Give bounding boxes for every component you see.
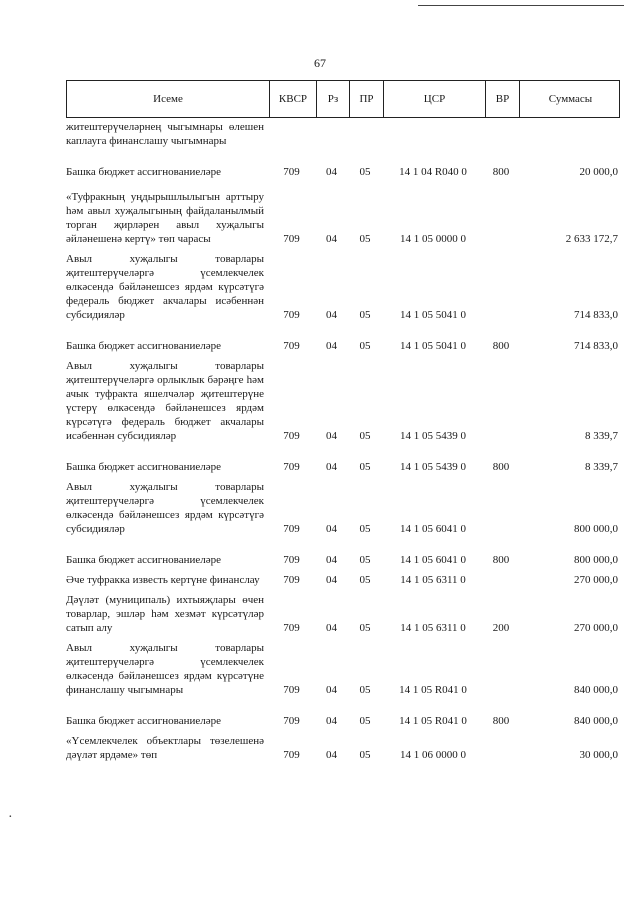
row-name: житештерүчеләрнең чыгымнары өлешен каплауга финанслашу чыгымнары: [66, 121, 264, 147]
row-rz: 04: [326, 715, 337, 727]
row-csr: 14 1 05 R041 0: [399, 684, 467, 696]
row-pr: 05: [359, 233, 371, 245]
row-kvsr: 709: [283, 684, 300, 696]
row-rz: 04: [326, 574, 337, 586]
row-sum: 800 000,0: [574, 554, 618, 566]
row-csr: 14 1 05 5041 0: [400, 340, 466, 352]
row-csr: 14 1 06 0000 0: [400, 749, 466, 761]
table-row: [66, 734, 620, 762]
row-vr: 200: [492, 622, 510, 634]
row-kvsr: 709: [283, 461, 300, 473]
row-pr: 05: [359, 622, 371, 634]
table-row: [66, 165, 620, 179]
row-rz: 04: [326, 309, 337, 321]
table-row: [66, 593, 620, 635]
row-pr: 05: [359, 715, 371, 727]
table-row: [66, 714, 620, 728]
row-name: Авыл хуҗалыгы товарлары җитештерүчеләргә үсемлекчелек өлкәсендә бәйләнешсез ярдәм күрсәтүгә субсидияләр: [66, 481, 264, 535]
table-row: [66, 641, 620, 697]
table-row: [66, 480, 620, 536]
row-vr: 800: [492, 166, 510, 178]
row-csr: 14 1 05 6311 0: [400, 574, 466, 586]
table-body: [66, 120, 620, 762]
row-rz: 04: [326, 523, 337, 535]
table-row: [66, 573, 620, 587]
row-kvsr: 709: [283, 715, 300, 727]
row-rz: 04: [326, 461, 337, 473]
row-name: «Үсемлекчелек объектлары төзелешенә дәүләт ярдәме» төп: [66, 735, 264, 761]
row-name: Әче туфракка известь кертүне финанслау: [66, 574, 260, 586]
row-pr: 05: [359, 574, 371, 586]
row-kvsr: 709: [283, 309, 300, 321]
table-row: [66, 190, 620, 246]
row-csr: 14 1 05 0000 0: [400, 233, 466, 245]
row-name: Авыл хуҗалыгы товарлары җитештерүчеләргә үсемлекчелек өлкәсендә бәйләнешсез ярдәм күрсәтүгә федераль бюджет акчалары исәбеннән субсидияләр: [66, 253, 264, 321]
scan-mark: ·: [8, 810, 13, 825]
row-csr: 14 1 05 5439 0: [400, 461, 466, 473]
header-vr: ВР: [485, 81, 519, 117]
row-name: Башка бюджет ассигнованиеләре: [66, 340, 221, 352]
row-name: Башка бюджет ассигнованиеләре: [66, 554, 221, 566]
row-kvsr: 709: [283, 554, 300, 566]
table-row: [66, 460, 620, 474]
row-name: Авыл хуҗалыгы товарлары җитештерүчеләргә орлыклык бәрәңге һәм ачык туфракта яшелчәләр җитештерүне үстерү өлкәсендә бәйләнешсез ярдәм күрсәтүгә федераль бюджет акчалары исәбеннән субсидияләр: [66, 360, 264, 442]
row-kvsr: 709: [283, 430, 300, 442]
row-pr: 05: [359, 749, 371, 761]
row-rz: 04: [326, 622, 337, 634]
row-sum: 800 000,0: [574, 523, 618, 535]
row-csr: 14 1 05 6041 0: [400, 554, 466, 566]
row-pr: 05: [359, 340, 371, 352]
row-sum: 714 833,0: [574, 309, 618, 321]
top-rule: [418, 5, 624, 6]
row-name: Башка бюджет ассигнованиеләре: [66, 166, 221, 178]
row-kvsr: 709: [283, 340, 300, 352]
page-number: 67: [314, 56, 326, 70]
row-pr: 05: [359, 166, 371, 178]
row-name: Башка бюджет ассигнованиеләре: [66, 715, 221, 727]
row-rz: 04: [326, 749, 337, 761]
table-row: [66, 339, 620, 353]
row-pr: 05: [359, 554, 371, 566]
header-csr: ЦСР: [383, 81, 485, 117]
header-kvsr: КВСР: [269, 81, 316, 117]
row-kvsr: 709: [283, 166, 300, 178]
table-row: [66, 252, 620, 322]
row-name: Дәүләт (муниципаль) ихтыяҗлары өчен товарлар, эшләр һәм хезмәт күрсәтүләр сатып алу: [66, 594, 264, 634]
row-sum: 270 000,0: [574, 622, 618, 634]
row-csr: 14 1 05 6311 0: [400, 622, 466, 634]
row-sum: 714 833,0: [574, 340, 618, 352]
row-rz: 04: [326, 166, 337, 178]
header-name: Исеме: [153, 93, 183, 105]
row-csr: 14 1 05 R041 0: [399, 715, 467, 727]
row-csr: 14 1 05 5439 0: [400, 430, 466, 442]
header-pr: ПР: [349, 81, 383, 117]
row-sum: 30 000,0: [579, 749, 618, 761]
row-kvsr: 709: [283, 749, 300, 761]
row-kvsr: 709: [283, 233, 300, 245]
row-rz: 04: [326, 233, 337, 245]
row-name: Башка бюджет ассигнованиеләре: [66, 461, 221, 473]
row-pr: 05: [359, 430, 371, 442]
table-row: [66, 120, 620, 148]
row-sum: 8 339,7: [585, 430, 618, 442]
row-sum: 8 339,7: [585, 461, 618, 473]
row-csr: 14 1 05 6041 0: [400, 523, 466, 535]
row-sum: 840 000,0: [574, 715, 618, 727]
row-pr: 05: [359, 309, 371, 321]
row-sum: 20 000,0: [579, 166, 618, 178]
row-name: «Туфракның уңдырышлылыгын арттыру һәм авыл хуҗалыгының файдаланылмый торган җирләрен авыл хуҗалыгы әйләнешенә кертү» төп чарасы: [66, 191, 264, 245]
header-sum: Суммасы: [519, 81, 621, 117]
row-pr: 05: [359, 523, 371, 535]
row-vr: 800: [492, 554, 510, 566]
row-vr: 800: [492, 340, 510, 352]
header-rz: Рз: [316, 81, 349, 117]
row-vr: 800: [492, 461, 510, 473]
row-rz: 04: [326, 684, 337, 696]
row-sum: 270 000,0: [574, 574, 618, 586]
row-sum: 840 000,0: [574, 684, 618, 696]
row-csr: 14 1 04 R040 0: [399, 166, 467, 178]
row-rz: 04: [326, 430, 337, 442]
row-rz: 04: [326, 340, 337, 352]
table-header: [66, 80, 620, 118]
table-row: [66, 359, 620, 443]
row-kvsr: 709: [283, 523, 300, 535]
row-vr: 800: [492, 715, 510, 727]
row-kvsr: 709: [283, 622, 300, 634]
row-kvsr: 709: [283, 574, 300, 586]
row-csr: 14 1 05 5041 0: [400, 309, 466, 321]
row-rz: 04: [326, 554, 337, 566]
table-row: [66, 553, 620, 567]
row-sum: 2 633 172,7: [565, 233, 618, 245]
row-pr: 05: [359, 684, 371, 696]
row-pr: 05: [359, 461, 371, 473]
row-name: Авыл хуҗалыгы товарлары җитештерүчеләргә үсемлекчелек өлкәсендә бәйләнешсез ярдәм күрсәтүне финанслашу чыгымнары: [66, 642, 264, 696]
